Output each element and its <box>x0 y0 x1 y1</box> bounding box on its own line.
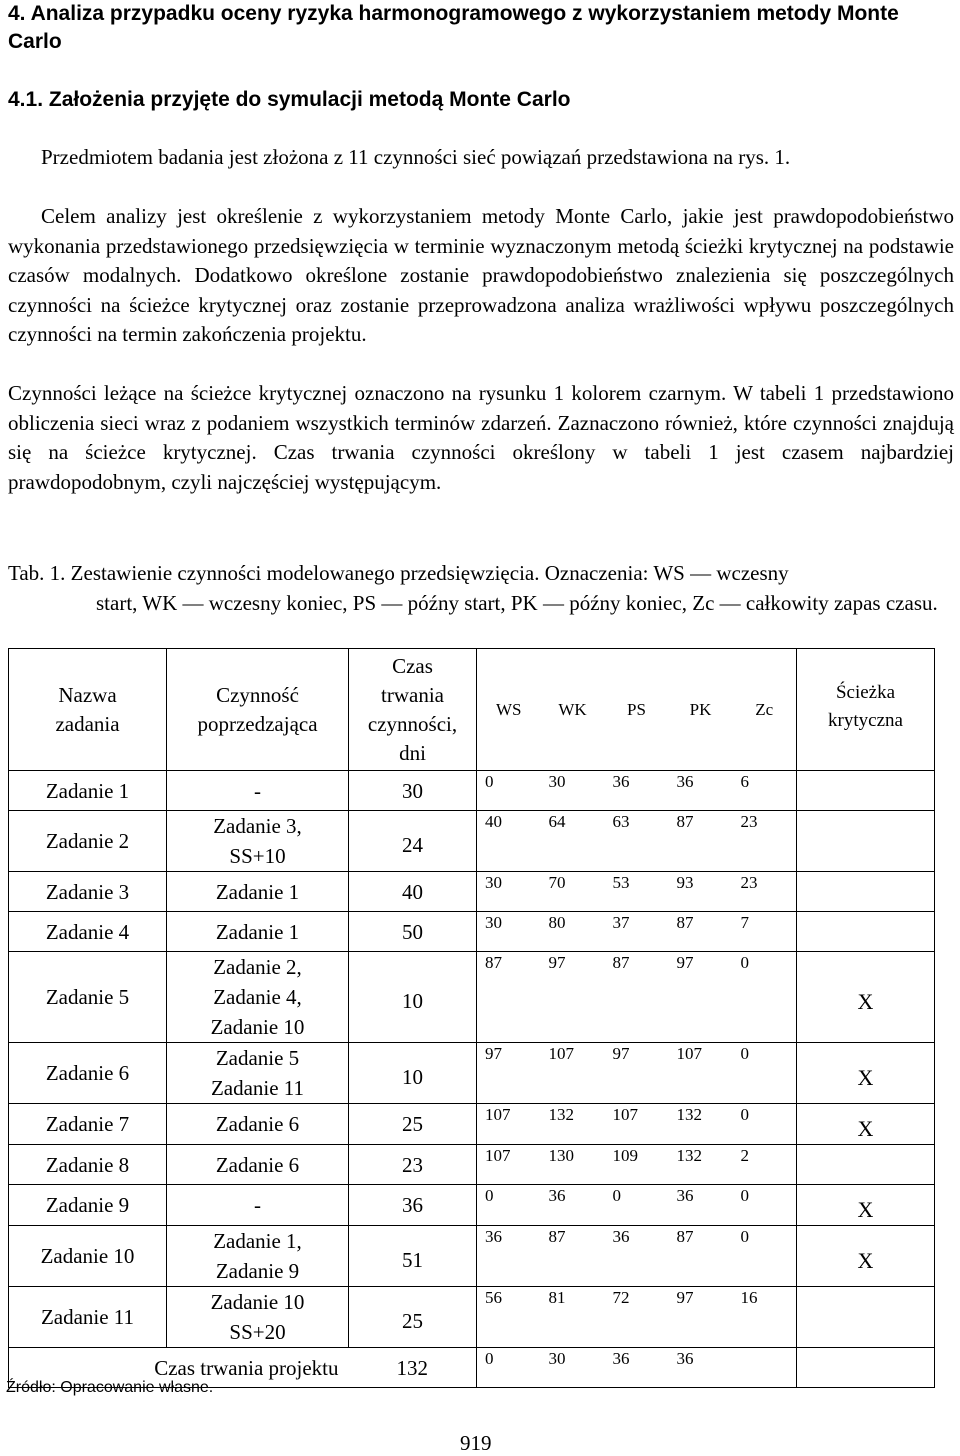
cell-duration: 51 <box>349 1226 477 1287</box>
cell-zc: 0 <box>733 1104 797 1145</box>
header-ps: PS <box>605 649 669 771</box>
cell-duration: 23 <box>349 1145 477 1185</box>
cell-wk: 81 <box>541 1287 605 1348</box>
cell-ps: 87 <box>605 952 669 1043</box>
cell-wk: 36 <box>541 1185 605 1226</box>
cell-pk: 87 <box>669 811 733 872</box>
cell-predecessor <box>167 1145 349 1185</box>
cell-pk: 107 <box>669 1043 733 1104</box>
cell-pk: 93 <box>669 872 733 912</box>
subsection-heading: 4.1. Założenia przyjęte do symulacji metodą Monte Carlo <box>8 88 571 111</box>
cell-critical <box>797 1145 935 1185</box>
paragraph-3: Czynności leżące na ścieżce krytycznej oznaczono na rysunku 1 kolorem czarnym. W tabeli 1 przedstawiono obliczenia sieci wraz z podaniem wszystkich terminów zdarzeń. Zaznaczono również, które czynności znajdują się na ścieżce krytycznej. Czas trwania czynności określony w tabeli 1 jest czasem najbardziej prawdopodobnym, czyli najczęściej występującym. <box>8 381 954 494</box>
table-caption-line-1: Tab. 1. Zestawienie czynności modelowanego przedsięwzięcia. Oznaczenia: WS — wczesny <box>8 561 789 585</box>
cell-ps: 36 <box>605 771 669 811</box>
cell-ps: 37 <box>605 912 669 952</box>
cell-predecessor <box>167 952 349 1043</box>
cell-zc: 23 <box>733 811 797 872</box>
cell-pk: 132 <box>669 1104 733 1145</box>
predecessor-line: Zadanie 1 <box>215 919 300 944</box>
predecessor-line: Zadanie 10 <box>210 1015 305 1039</box>
cell-duration: 40 <box>349 872 477 912</box>
cell-critical: X <box>797 1104 935 1145</box>
table-row <box>9 1043 935 1104</box>
table-row <box>9 872 935 912</box>
cell-predecessor <box>167 771 349 811</box>
cell-critical <box>797 1287 935 1348</box>
cell-predecessor <box>167 912 349 952</box>
header-name: Nazwa zadania <box>9 649 167 771</box>
cell-ws: 56 <box>477 1287 541 1348</box>
footer-label: Czas trwania projektu <box>9 1348 349 1388</box>
footer-ps: 36 <box>605 1348 669 1388</box>
cell-ws: 0 <box>477 771 541 811</box>
cell-task-name: Zadanie 8 <box>9 1145 167 1185</box>
predecessor-line: Zadanie 9 <box>215 1259 300 1283</box>
cell-predecessor <box>167 1185 349 1226</box>
paragraph-1: Przedmiotem badania jest złożona z 11 czynności sieć powiązań przedstawiona na rys. 1. <box>41 145 791 169</box>
cell-ps: 107 <box>605 1104 669 1145</box>
cell-ws: 30 <box>477 872 541 912</box>
table-row <box>9 1145 935 1185</box>
footer-critical <box>797 1348 935 1388</box>
predecessor-line: Zadanie 3, <box>213 814 302 838</box>
cell-ws: 40 <box>477 811 541 872</box>
cell-wk: 70 <box>541 872 605 912</box>
predecessor-line: Zadanie 4, <box>213 985 302 1009</box>
predecessor-line: - <box>254 1193 261 1217</box>
cell-pk: 87 <box>669 1226 733 1287</box>
cell-task-name: Zadanie 5 <box>9 952 167 1043</box>
cell-wk: 30 <box>541 771 605 811</box>
cell-ps: 0 <box>605 1185 669 1226</box>
header-zc: Zc <box>733 649 797 771</box>
cell-zc: 0 <box>733 952 797 1043</box>
predecessor-line: SS+20 <box>229 1320 286 1344</box>
predecessor-line: Zadanie 10 <box>210 1290 305 1314</box>
table-row <box>9 1104 935 1145</box>
cell-task-name: Zadanie 7 <box>9 1104 167 1145</box>
cell-duration: 36 <box>349 1185 477 1226</box>
cell-ps: 109 <box>605 1145 669 1185</box>
cell-duration: 25 <box>349 1287 477 1348</box>
cell-zc: 23 <box>733 872 797 912</box>
table-row <box>9 1185 935 1226</box>
predecessor-line: Zadanie 1, <box>213 1229 302 1253</box>
section-heading: 4. Analiza przypadku oceny ryzyka harmonogramowego z wykorzystaniem metody Monte Carlo <box>8 2 899 53</box>
cell-ws: 107 <box>477 1104 541 1145</box>
cell-task-name: Zadanie 11 <box>9 1287 167 1348</box>
cell-critical: X <box>797 1043 935 1104</box>
cell-ws: 97 <box>477 1043 541 1104</box>
cell-predecessor <box>167 1287 349 1348</box>
cell-ws: 107 <box>477 1145 541 1185</box>
cell-wk: 64 <box>541 811 605 872</box>
header-wk: WK <box>541 649 605 771</box>
cell-duration: 30 <box>349 771 477 811</box>
footer-project-duration: 132 <box>349 1348 477 1388</box>
cell-critical: X <box>797 1226 935 1287</box>
cell-ws: 87 <box>477 952 541 1043</box>
cell-critical <box>797 872 935 912</box>
cell-critical <box>797 771 935 811</box>
cell-critical: X <box>797 1185 935 1226</box>
cell-wk: 87 <box>541 1226 605 1287</box>
cell-task-name: Zadanie 6 <box>9 1043 167 1104</box>
cell-predecessor <box>167 1226 349 1287</box>
footer-ws: 0 <box>477 1348 541 1388</box>
header-duration: Czas trwania czynności, dni <box>349 649 477 771</box>
cell-duration: 10 <box>349 952 477 1043</box>
cell-zc: 0 <box>733 1185 797 1226</box>
footer-wk: 30 <box>541 1348 605 1388</box>
cell-zc: 6 <box>733 771 797 811</box>
schedule-table <box>8 648 935 1388</box>
cell-wk: 97 <box>541 952 605 1043</box>
cell-duration: 25 <box>349 1104 477 1145</box>
cell-task-name: Zadanie 9 <box>9 1185 167 1226</box>
cell-ps: 97 <box>605 1043 669 1104</box>
header-ws: WS <box>477 649 541 771</box>
predecessor-line: SS+10 <box>229 844 286 868</box>
header-pk: PK <box>669 649 733 771</box>
cell-pk: 87 <box>669 912 733 952</box>
cell-task-name: Zadanie 1 <box>9 771 167 811</box>
cell-wk: 107 <box>541 1043 605 1104</box>
cell-predecessor <box>167 811 349 872</box>
cell-wk: 80 <box>541 912 605 952</box>
cell-task-name: Zadanie 2 <box>9 811 167 872</box>
table-caption <box>8 558 954 618</box>
source-note: Źródło: Opracowanie własne. <box>6 1379 214 1396</box>
predecessor-line: Zadanie 1 <box>215 879 300 904</box>
cell-pk: 132 <box>669 1145 733 1185</box>
cell-zc: 16 <box>733 1287 797 1348</box>
cell-zc: 0 <box>733 1226 797 1287</box>
predecessor-line: Zadanie 6 <box>215 1112 300 1136</box>
cell-pk: 36 <box>669 771 733 811</box>
cell-task-name: Zadanie 10 <box>9 1226 167 1287</box>
page-number: 919 <box>460 1431 492 1455</box>
cell-ps: 36 <box>605 1226 669 1287</box>
cell-task-name: Zadanie 4 <box>9 912 167 952</box>
table-row <box>9 1226 935 1287</box>
cell-duration: 10 <box>349 1043 477 1104</box>
cell-critical: X <box>797 952 935 1043</box>
footer-zc <box>733 1348 797 1388</box>
cell-duration: 24 <box>349 811 477 872</box>
cell-zc: 0 <box>733 1043 797 1104</box>
cell-pk: 36 <box>669 1185 733 1226</box>
cell-ps: 63 <box>605 811 669 872</box>
cell-ws: 0 <box>477 1185 541 1226</box>
cell-task-name: Zadanie 3 <box>9 872 167 912</box>
cell-ps: 72 <box>605 1287 669 1348</box>
cell-wk: 130 <box>541 1145 605 1185</box>
table-row <box>9 952 935 1043</box>
predecessor-line: - <box>254 778 261 803</box>
predecessor-line: Zadanie 5 <box>215 1046 300 1070</box>
table-row <box>9 771 935 811</box>
table-caption-line-2: start, WK — wczesny koniec, PS — późny start, PK — późny koniec, Zc — całkowity zapas czasu. <box>96 591 938 615</box>
table-header-row <box>9 649 935 771</box>
header-critical: Ścieżka krytyczna <box>797 649 935 771</box>
cell-zc: 7 <box>733 912 797 952</box>
cell-predecessor <box>167 872 349 912</box>
cell-ws: 36 <box>477 1226 541 1287</box>
cell-pk: 97 <box>669 952 733 1043</box>
cell-critical <box>797 811 935 872</box>
predecessor-line: Zadanie 2, <box>213 955 302 979</box>
paragraph-2: Celem analizy jest określenie z wykorzystaniem metody Monte Carlo, jakie jest prawdopodobieństwo wykonania przedstawionego przedsięwzięcia w terminie wyznaczonym metodą ścieżki krytycznej na podstawie czasów modalnych. Dodatkowo określone zostanie prawdopodobieństwo znalezienia się poszczególnych czynności na ścieżce krytycznej oraz zostanie przeprowadzona analiza wrażliwości wpływu poszczególnych czynności na termin zakończenia projektu. <box>8 204 954 347</box>
cell-duration: 50 <box>349 912 477 952</box>
cell-wk: 132 <box>541 1104 605 1145</box>
cell-pk: 97 <box>669 1287 733 1348</box>
table-row <box>9 1287 935 1348</box>
table-row <box>9 811 935 872</box>
predecessor-line: Zadanie 11 <box>210 1076 305 1100</box>
cell-predecessor <box>167 1104 349 1145</box>
cell-zc: 2 <box>733 1145 797 1185</box>
cell-ws: 30 <box>477 912 541 952</box>
cell-critical <box>797 912 935 952</box>
cell-ps: 53 <box>605 872 669 912</box>
predecessor-line: Zadanie 6 <box>215 1152 300 1177</box>
header-predecessor: Czynność poprzedzająca <box>167 649 349 771</box>
cell-predecessor <box>167 1043 349 1104</box>
footer-pk: 36 <box>669 1348 733 1388</box>
table-row <box>9 912 935 952</box>
